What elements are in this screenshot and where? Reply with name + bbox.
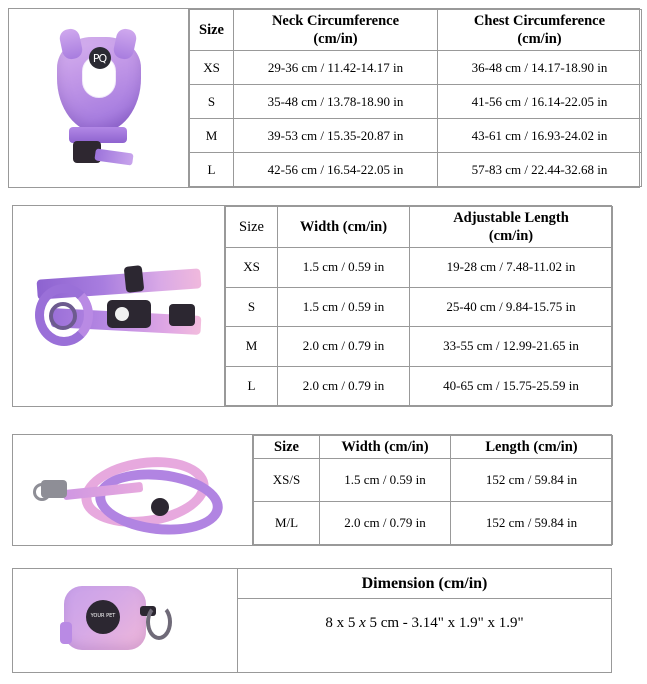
bag-holder-image-cell	[13, 569, 238, 672]
table-row	[226, 327, 613, 366]
column-header-width	[320, 436, 451, 459]
header-line: Size	[274, 439, 299, 455]
table-header-row	[226, 207, 613, 248]
column-header-size	[190, 10, 234, 51]
header-line: Chest Circumference	[473, 13, 606, 29]
cell-width: 1.5 cm / 0.59 in	[278, 287, 410, 326]
cell-length: 152 cm / 59.84 in	[451, 459, 613, 502]
cell-neck: 29-36 cm / 11.42-14.17 in	[234, 51, 438, 85]
header-line: Size	[239, 219, 264, 236]
table-row	[190, 85, 642, 119]
column-header-size	[254, 436, 320, 459]
cell-size: L	[226, 366, 278, 405]
cell-chest: 41-56 cm / 16.14-22.05 in	[438, 85, 642, 119]
cell-size: XS	[226, 248, 278, 287]
table-row	[254, 502, 613, 545]
dog-collar-illustration	[29, 246, 209, 366]
table-row	[226, 366, 613, 405]
cell-length: 152 cm / 59.84 in	[451, 502, 613, 545]
harness-size-table	[189, 9, 642, 187]
collar-table-wrap	[225, 206, 613, 406]
leash-logo-icon	[151, 498, 169, 516]
cell-size: S	[226, 287, 278, 326]
dimension-title: Dimension (cm/in)	[238, 569, 611, 599]
cell-width: 1.5 cm / 0.59 in	[320, 459, 451, 502]
dimension-panel	[238, 569, 611, 672]
table-row	[190, 51, 642, 85]
cell-width: 1.5 cm / 0.59 in	[278, 248, 410, 287]
cell-width: 2.0 cm / 0.79 in	[278, 366, 410, 405]
table-row	[226, 248, 613, 287]
harness-table-wrap	[189, 9, 642, 187]
dog-harness-illustration	[39, 23, 159, 173]
cell-size: M	[190, 119, 234, 153]
cell-width: 2.0 cm / 0.79 in	[278, 327, 410, 366]
cell-length: 19-28 cm / 7.48-11.02 in	[410, 248, 613, 287]
header-line: Adjustable Length	[453, 210, 569, 226]
collar-buckle-icon	[107, 300, 151, 328]
table-row	[190, 153, 642, 187]
header-line: (cm/in)	[488, 228, 534, 245]
header-line: (cm/in)	[517, 31, 562, 48]
leash-image-cell	[13, 435, 253, 545]
dimension-value-italic: x	[359, 615, 366, 631]
cell-size: M/L	[254, 502, 320, 545]
cell-length: 33-55 cm / 12.99-21.65 in	[410, 327, 613, 366]
section-harness	[8, 8, 640, 188]
column-header-neck	[234, 10, 438, 51]
cell-length: 25-40 cm / 9.84-15.75 in	[410, 287, 613, 326]
cell-neck: 42-56 cm / 16.54-22.05 in	[234, 153, 438, 187]
leash-table-wrap	[253, 435, 613, 545]
poop-bag-holder-illustration	[50, 576, 200, 666]
d-ring-icon	[49, 302, 77, 330]
header-line: Width (cm/in)	[341, 439, 429, 455]
header-line: Neck Circumference	[271, 13, 400, 29]
dog-leash-illustration	[33, 450, 233, 530]
brand-badge-icon: YOUR PET	[86, 600, 120, 634]
dimension-value-suffix: 5 cm - 3.14" x 1.9" x 1.9"	[369, 615, 524, 631]
cell-size: L	[190, 153, 234, 187]
cell-neck: 39-53 cm / 15.35-20.87 in	[234, 119, 438, 153]
cell-chest: 43-61 cm / 16.93-24.02 in	[438, 119, 642, 153]
header-line: Length (cm/in)	[485, 439, 578, 455]
cell-width: 2.0 cm / 0.79 in	[320, 502, 451, 545]
harness-image-cell	[9, 9, 189, 187]
cell-chest: 36-48 cm / 14.17-18.90 in	[438, 51, 642, 85]
section-bag-holder	[12, 568, 612, 673]
cell-size: M	[226, 327, 278, 366]
table-header-row	[190, 10, 642, 51]
dimension-value-prefix: 8 x 5	[325, 615, 356, 631]
leash-size-table	[253, 435, 613, 545]
cell-size: S	[190, 85, 234, 119]
carabiner-hook-icon	[146, 604, 172, 640]
cell-size: XS/S	[254, 459, 320, 502]
header-line: (cm/in)	[313, 31, 358, 48]
column-header-width	[278, 207, 410, 248]
cell-neck: 35-48 cm / 13.78-18.90 in	[234, 85, 438, 119]
collar-image-cell	[13, 206, 225, 406]
table-row	[190, 119, 642, 153]
cell-chest: 57-83 cm / 22.44-32.68 in	[438, 153, 642, 187]
leash-clip-icon	[41, 480, 67, 498]
table-header-row	[254, 436, 613, 459]
section-leash	[12, 434, 612, 546]
header-line: Width (cm/in)	[299, 219, 388, 236]
column-header-length	[451, 436, 613, 459]
column-header-size	[226, 207, 278, 248]
table-row	[226, 287, 613, 326]
table-row	[254, 459, 613, 502]
header-line: Size	[199, 22, 224, 39]
brand-logo-icon: PQ	[89, 47, 111, 69]
section-collar	[12, 205, 612, 407]
dimension-value	[238, 599, 611, 648]
cell-size: XS	[190, 51, 234, 85]
collar-size-table	[225, 206, 613, 406]
cell-length: 40-65 cm / 15.75-25.59 in	[410, 366, 613, 405]
column-header-chest	[438, 10, 642, 51]
column-header-adjustable-length	[410, 207, 613, 248]
